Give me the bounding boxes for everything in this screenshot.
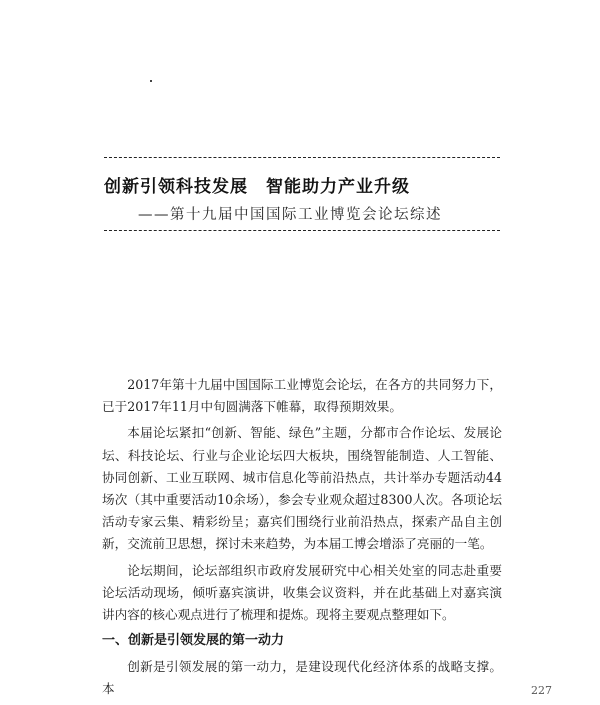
scan-speck <box>150 80 152 82</box>
intro-paragraph: 2017年第十九届中国国际工业博览会论坛，在各方的共同努力下，已于2017年11月中旬圆满落下帷幕，取得预期效果。 <box>102 377 502 415</box>
section-heading: 一、创新是引领发展的第一动力 <box>102 633 285 649</box>
article-body <box>102 374 502 705</box>
article-subtitle: ——第十九届中国国际工业博览会论坛综述 <box>138 207 442 223</box>
article-title: 创新引领科技发展 智能助力产业升级 <box>104 177 410 197</box>
overview-paragraph: 本届论坛紧扣“创新、智能、绿色”主题，分都市合作论坛、发展论坛、科技论坛、行业与企业论坛四大板块，围绕智能制造、人工智能、协同创新、工业互联网、城市信息化等前沿热点，共计举办专题活动44场次（其中重要活动10余场），参会专业观众超过8300人次。各项论坛活动专家云集、精彩纷呈；嘉宾们围绕行业前沿热点，探索产品自主创新，交流前卫思想，探讨未来趋势，为本届工博会增添了亮丽的一笔。 <box>102 425 502 552</box>
summary-paragraph: 论坛期间，论坛部组织市政府发展研究中心相关处室的同志赴重要论坛活动现场，倾听嘉宾演讲，收集会议资料，并在此基础上对嘉宾演讲内容的核心观点进行了梳理和提炼。现将主要观点整理如下。 <box>102 562 502 623</box>
section-paragraph: 创新是引领发展的第一动力，是建设现代化经济体系的战略支撑。本 <box>102 659 502 697</box>
title-top-rule <box>104 157 500 158</box>
page-number: 227 <box>531 684 552 697</box>
title-bottom-rule <box>104 230 500 231</box>
